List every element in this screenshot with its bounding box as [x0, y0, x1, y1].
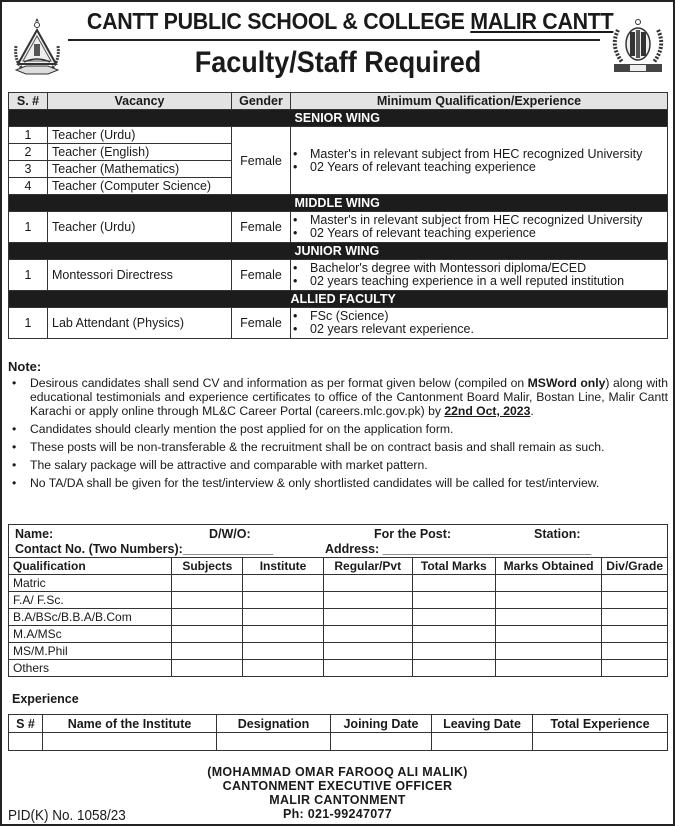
col-joining-date: Joining Date: [331, 715, 432, 733]
wing-label: JUNIOR WING: [291, 243, 668, 260]
qualification-item: • 02 years teaching experience in a well reputed institution: [293, 275, 663, 288]
input-cell[interactable]: [243, 592, 324, 609]
input-cell[interactable]: [323, 660, 412, 677]
deadline-date: 22nd Oct, 2023: [444, 404, 531, 418]
input-cell[interactable]: [412, 592, 495, 609]
qualification-item: • 02 Years of relevant teaching experience: [293, 227, 663, 240]
input-cell[interactable]: [172, 626, 243, 643]
col-serial: S #: [9, 715, 43, 733]
qualification-level: F.A/ F.Sc.: [9, 592, 172, 609]
input-cell[interactable]: [602, 626, 668, 643]
col-qualification: Qualification: [9, 558, 172, 575]
qualification-level: Matric: [9, 575, 172, 592]
col-marks-obtained: Marks Obtained: [495, 558, 601, 575]
vacancy-cell: Montessori Directress: [48, 260, 232, 291]
table-row: [9, 308, 668, 339]
col-serial: S. #: [9, 93, 48, 110]
col-qualification: Minimum Qualification/Experience: [291, 93, 668, 110]
serial-cell: 2: [9, 144, 48, 161]
col-regular-pvt: Regular/Pvt: [323, 558, 412, 575]
vacancy-table-header: [9, 93, 668, 110]
input-cell[interactable]: [9, 733, 43, 751]
gender-cell: Female: [232, 212, 291, 243]
notes-list: [8, 376, 668, 490]
col-institute-name: Name of the Institute: [43, 715, 217, 733]
qualification-item: • Master's in relevant subject from HEC recognized University: [293, 214, 663, 227]
input-cell[interactable]: [243, 643, 324, 660]
note-emphasis: MSWord only: [527, 376, 606, 390]
experience-header-row: [9, 715, 668, 733]
table-row: [9, 643, 668, 660]
address-field-label[interactable]: Address: ______________________________: [325, 542, 592, 556]
input-cell[interactable]: [243, 660, 324, 677]
qualification-table: [8, 557, 668, 677]
note-item: • The salary package will be attractive and comparable with market pattern.: [8, 458, 668, 472]
table-row: [9, 609, 668, 626]
input-cell[interactable]: [495, 643, 601, 660]
table-row: [9, 127, 668, 144]
note-item: • No TA/DA shall be given for the test/interview & only shortlisted candidates will be called for test/interview.: [8, 476, 668, 490]
qualification-item: • Master's in relevant subject from HEC recognized University: [293, 148, 663, 161]
input-cell[interactable]: [533, 733, 668, 751]
vacancy-cell: Lab Attendant (Physics): [48, 308, 232, 339]
wing-header-junior: [9, 243, 668, 260]
input-cell[interactable]: [602, 592, 668, 609]
note-text: ) along with educational testimonials and experience certificates to office of the Cantonment Board Malir, Bostan Line, Malir Cantt Karachi or apply online through ML&C Career Portal (careers.mlc.gov.pk) by: [30, 376, 668, 418]
gender-cell: Female: [232, 260, 291, 291]
table-row: [9, 212, 668, 243]
wing-header-middle: [9, 195, 668, 212]
table-row: [9, 733, 668, 751]
input-cell[interactable]: [432, 733, 533, 751]
school-name: [86, 8, 614, 35]
qualification-cell: [291, 127, 668, 195]
location-text: MALIR CANTT: [470, 8, 614, 34]
input-cell[interactable]: [602, 575, 668, 592]
qualification-item: • FSc (Science): [293, 310, 663, 323]
page-title: Faculty/Staff Required: [194, 46, 482, 79]
qualification-cell: [291, 308, 668, 339]
dwo-field-label[interactable]: D/W/O:: [209, 527, 251, 541]
gender-cell: Female: [232, 308, 291, 339]
qualification-level: Others: [9, 660, 172, 677]
col-total-marks: Total Marks: [412, 558, 495, 575]
cantonment-emblem-icon: [8, 16, 66, 78]
note-item: • These posts will be non-transferable & the recruitment shall be on contract basis and shall remain as such.: [8, 440, 668, 454]
col-leaving-date: Leaving Date: [432, 715, 533, 733]
input-cell[interactable]: [412, 660, 495, 677]
school-crest-icon: [608, 16, 668, 76]
col-vacancy: Vacancy: [48, 93, 232, 110]
col-subjects: Subjects: [172, 558, 243, 575]
post-field-label[interactable]: For the Post:: [374, 527, 452, 541]
wing-label: MIDDLE WING: [291, 195, 668, 212]
vacancy-cell: Teacher (Urdu): [48, 127, 232, 144]
input-cell[interactable]: [172, 609, 243, 626]
note-text: .: [530, 404, 534, 418]
input-cell[interactable]: [243, 626, 324, 643]
table-row: [9, 626, 668, 643]
table-row: [9, 575, 668, 592]
col-total-experience: Total Experience: [533, 715, 668, 733]
wing-header-allied: [9, 291, 668, 308]
input-cell[interactable]: [243, 609, 324, 626]
col-gender: Gender: [232, 93, 291, 110]
qualification-cell: [291, 260, 668, 291]
input-cell[interactable]: [331, 733, 432, 751]
station-field-label[interactable]: Station:: [534, 527, 581, 541]
serial-cell: 3: [9, 161, 48, 178]
col-designation: Designation: [217, 715, 331, 733]
note-item: [8, 376, 668, 418]
input-cell[interactable]: [495, 575, 601, 592]
qualification-level: MS/M.Phil: [9, 643, 172, 660]
office-name: MALIR CANTONMENT: [269, 793, 406, 807]
input-cell[interactable]: [43, 733, 217, 751]
serial-cell: 1: [9, 260, 48, 291]
input-cell[interactable]: [323, 609, 412, 626]
pid-number: PID(K) No. 1058/23: [8, 807, 126, 824]
input-cell[interactable]: [412, 575, 495, 592]
input-cell[interactable]: [323, 626, 412, 643]
input-cell[interactable]: [323, 643, 412, 660]
input-cell[interactable]: [495, 626, 601, 643]
note-text: Desirous candidates shall send CV and information as per format given below (compiled on: [30, 376, 528, 390]
officer-name: (MOHAMMAD OMAR FAROOQ ALI MALIK): [207, 765, 468, 779]
col-institute: Institute: [243, 558, 324, 575]
vacancy-cell: Teacher (English): [48, 144, 232, 161]
notes-title: Note:: [8, 359, 42, 374]
input-cell[interactable]: [602, 609, 668, 626]
input-cell[interactable]: [495, 609, 601, 626]
serial-cell: 1: [9, 308, 48, 339]
note-item: • Candidates should clearly mention the post applied for on the application form.: [8, 422, 668, 436]
applicant-details: [8, 524, 668, 557]
experience-table: [8, 714, 668, 751]
serial-cell: 4: [9, 178, 48, 195]
input-cell[interactable]: [412, 643, 495, 660]
table-row: [9, 260, 668, 291]
gender-cell: Female: [232, 127, 291, 195]
qualification-item: • Bachelor's degree with Montessori diploma/ECED: [293, 262, 663, 275]
name-field-label[interactable]: Name:: [15, 527, 54, 541]
school-name-text: CANTT PUBLIC SCHOOL & COLLEGE: [86, 8, 465, 34]
col-div-grade: Div/Grade: [602, 558, 668, 575]
wing-label: ALLIED FACULTY: [291, 291, 668, 308]
input-cell[interactable]: [495, 660, 601, 677]
serial-cell: 1: [9, 127, 48, 144]
input-cell[interactable]: [172, 575, 243, 592]
input-cell[interactable]: [323, 592, 412, 609]
vacancy-cell: Teacher (Mathematics): [48, 161, 232, 178]
qualification-level: M.A/MSc: [9, 626, 172, 643]
wing-label: SENIOR WING: [291, 110, 668, 127]
vacancy-cell: Teacher (Urdu): [48, 212, 232, 243]
table-row: [9, 660, 668, 677]
qualification-item: • 02 years relevant experience.: [293, 323, 663, 336]
contact-field-label[interactable]: Contact No. (Two Numbers):_____________: [15, 542, 274, 556]
qualification-cell: [291, 212, 668, 243]
qualification-level: B.A/BSc/B.B.A/B.Com: [9, 609, 172, 626]
input-cell[interactable]: [602, 660, 668, 677]
input-cell[interactable]: [412, 609, 495, 626]
phone-number: Ph: 021-99247077: [282, 807, 393, 821]
serial-cell: 1: [9, 212, 48, 243]
title-divider: [68, 39, 600, 41]
vacancy-table: [8, 92, 668, 339]
experience-title: Experience: [12, 692, 79, 706]
input-cell[interactable]: [217, 733, 331, 751]
input-cell[interactable]: [243, 575, 324, 592]
input-cell[interactable]: [172, 643, 243, 660]
qualification-header-row: [9, 558, 668, 575]
header: [2, 2, 673, 92]
input-cell[interactable]: [323, 575, 412, 592]
vacancy-cell: Teacher (Computer Science): [48, 178, 232, 195]
notes-section: [8, 360, 668, 494]
input-cell[interactable]: [172, 592, 243, 609]
input-cell[interactable]: [495, 592, 601, 609]
input-cell[interactable]: [172, 660, 243, 677]
application-form: [8, 524, 668, 677]
table-row: [9, 592, 668, 609]
officer-designation: CANTONMENT EXECUTIVE OFFICER: [222, 779, 453, 793]
input-cell[interactable]: [412, 626, 495, 643]
qualification-item: • 02 Years of relevant teaching experience: [293, 161, 663, 174]
input-cell[interactable]: [602, 643, 668, 660]
wing-header-senior: [9, 110, 668, 127]
